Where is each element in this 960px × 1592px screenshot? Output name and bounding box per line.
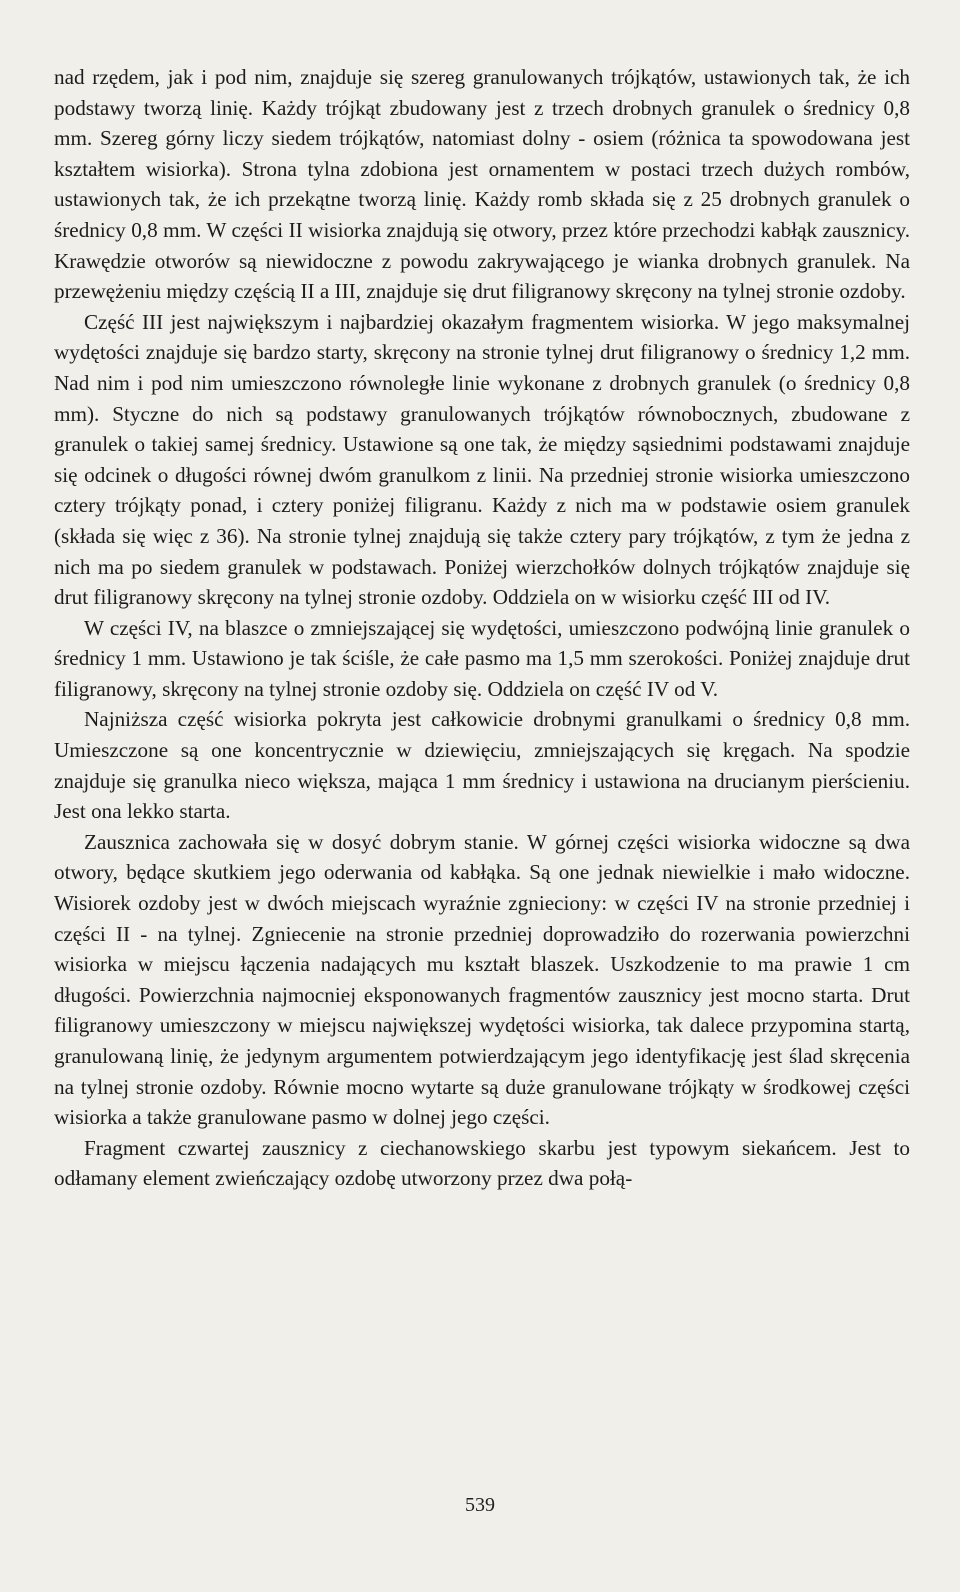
paragraph-4: Najniższa część wisiorka pokryta jest całkowicie drobnymi granulkami o średnicy 0,8 mm. Umieszczone są one koncentrycznie w dziewięciu, zmniejszających się kręgach. Na spodzie znajduje się granulka nieco większa, mająca 1 mm średnicy i ustawiona na drucianym pierścieniu. Jest ona lekko starta. [54,707,910,824]
paragraph-5: Zausznica zachowała się w dosyć dobrym stanie. W górnej części wisiorka widoczne są dwa otwory, będące skutkiem jego oderwania od kabłąka. Są one jednak niewielkie i mało widoczne. Wisiorek ozdoby jest w dwóch miejscach wyraźnie zgnieciony: w części IV na stronie przedniej i części II - na tylnej. Zgniecenie na stronie przedniej doprowadziło do rozerwania powierzchni wisiorka w miejscu łączenia nadających mu kształt blaszek. Uszkodzenie to ma prawie 1 cm długości. Powierzchnia najmocniej eksponowanych fragmentów zausznicy jest mocno starta. Drut filigranowy umieszczony w miejscu największej wydętości wisiorka, tak dalece przypomina startą, granulowaną linię, że jedynym argumentem potwierdzającym jego identyfikację jest ślad skręcenia na tylnej stronie ozdoby. Równie mocno wytarte są duże granulowane trójkąty w środkowej części wisiorka a także granulowane pasmo w dolnej jego części. [54,829,910,1130]
paragraph-6: Fragment czwartej zausznicy z ciechanowskiego skarbu jest typowym siekańcem. Jest to odłamany element zwieńczający ozdobę utworzony przez dwa połą- [54,1135,910,1191]
paragraph-2: Część III jest największym i najbardziej okazałym fragmentem wisiorka. W jego maksymalnej wydętości znajduje się bardzo starty, skręcony na stronie tylnej drut filigranowy o średnicy 1,2 mm. Nad nim i pod nim umieszczono równoległe linie wykonane z drobnych granulek (o średnicy 0,8 mm). Styczne do nich są podstawy granulowanych trójkątów równobocznych, zbudowane z granulek o takiej samej średnicy. Ustawione są one tak, że między sąsiednimi podstawami znajduje się odcinek o długości równej dwóm granulkom z linii. Na przedniej stronie wisiorka umieszczono cztery trójkąty ponad, i cztery poniżej filigranu. Każdy z nich ma w podstawie osiem granulek (składa się więc z 36). Na stronie tylnej znajdują się także cztery pary trójkątów, z tym że jedna z nich ma po siedem granulek w podstawach. Poniżej wierzchołków dolnych trójkątów znajduje się drut filigranowy skręcony na tylnej stronie ozdoby. Oddziela on w wisiorku część III od IV. [54,309,910,610]
paragraph-3: W części IV, na blaszce o zmniejszającej się wydętości, umieszczono podwójną linie granulek o średnicy 1 mm. Ustawiono je tak ściśle, że całe pasmo ma 1,5 mm szerokości. Poniżej znajduje drut filigranowy, skręcony na tylnej stronie ozdoby się. Oddziela on część IV od V. [54,615,910,701]
body-text [54,62,910,1194]
paragraph-1: nad rzędem, jak i pod nim, znajduje się szereg granulowanych trójkątów, ustawionych tak, że ich podstawy tworzą linię. Każdy trójkąt zbudowany jest z trzech drobnych granulek o średnicy 0,8 mm. Szereg górny liczy siedem trójkątów, natomiast dolny - osiem (różnica ta spowodowana jest kształtem wisiorka). Strona tylna zdobiona jest ornamentem w postaci trzech dużych rombów, ustawionych tak, że ich przekątne tworzą linię. Każdy romb składa się z 25 drobnych granulek o średnicy 0,8 mm. W części II wisiorka znajdują się otwory, przez które przechodzi kabłąk zausznicy. Krawędzie otworów są niewidoczne z powodu zakrywającego je wianka drobnych granulek. Na przewężeniu między częścią II a III, znajduje się drut filigranowy skręcony na tylnej stronie ozdoby. [54,65,910,304]
page-number: 539 [465,1494,495,1516]
